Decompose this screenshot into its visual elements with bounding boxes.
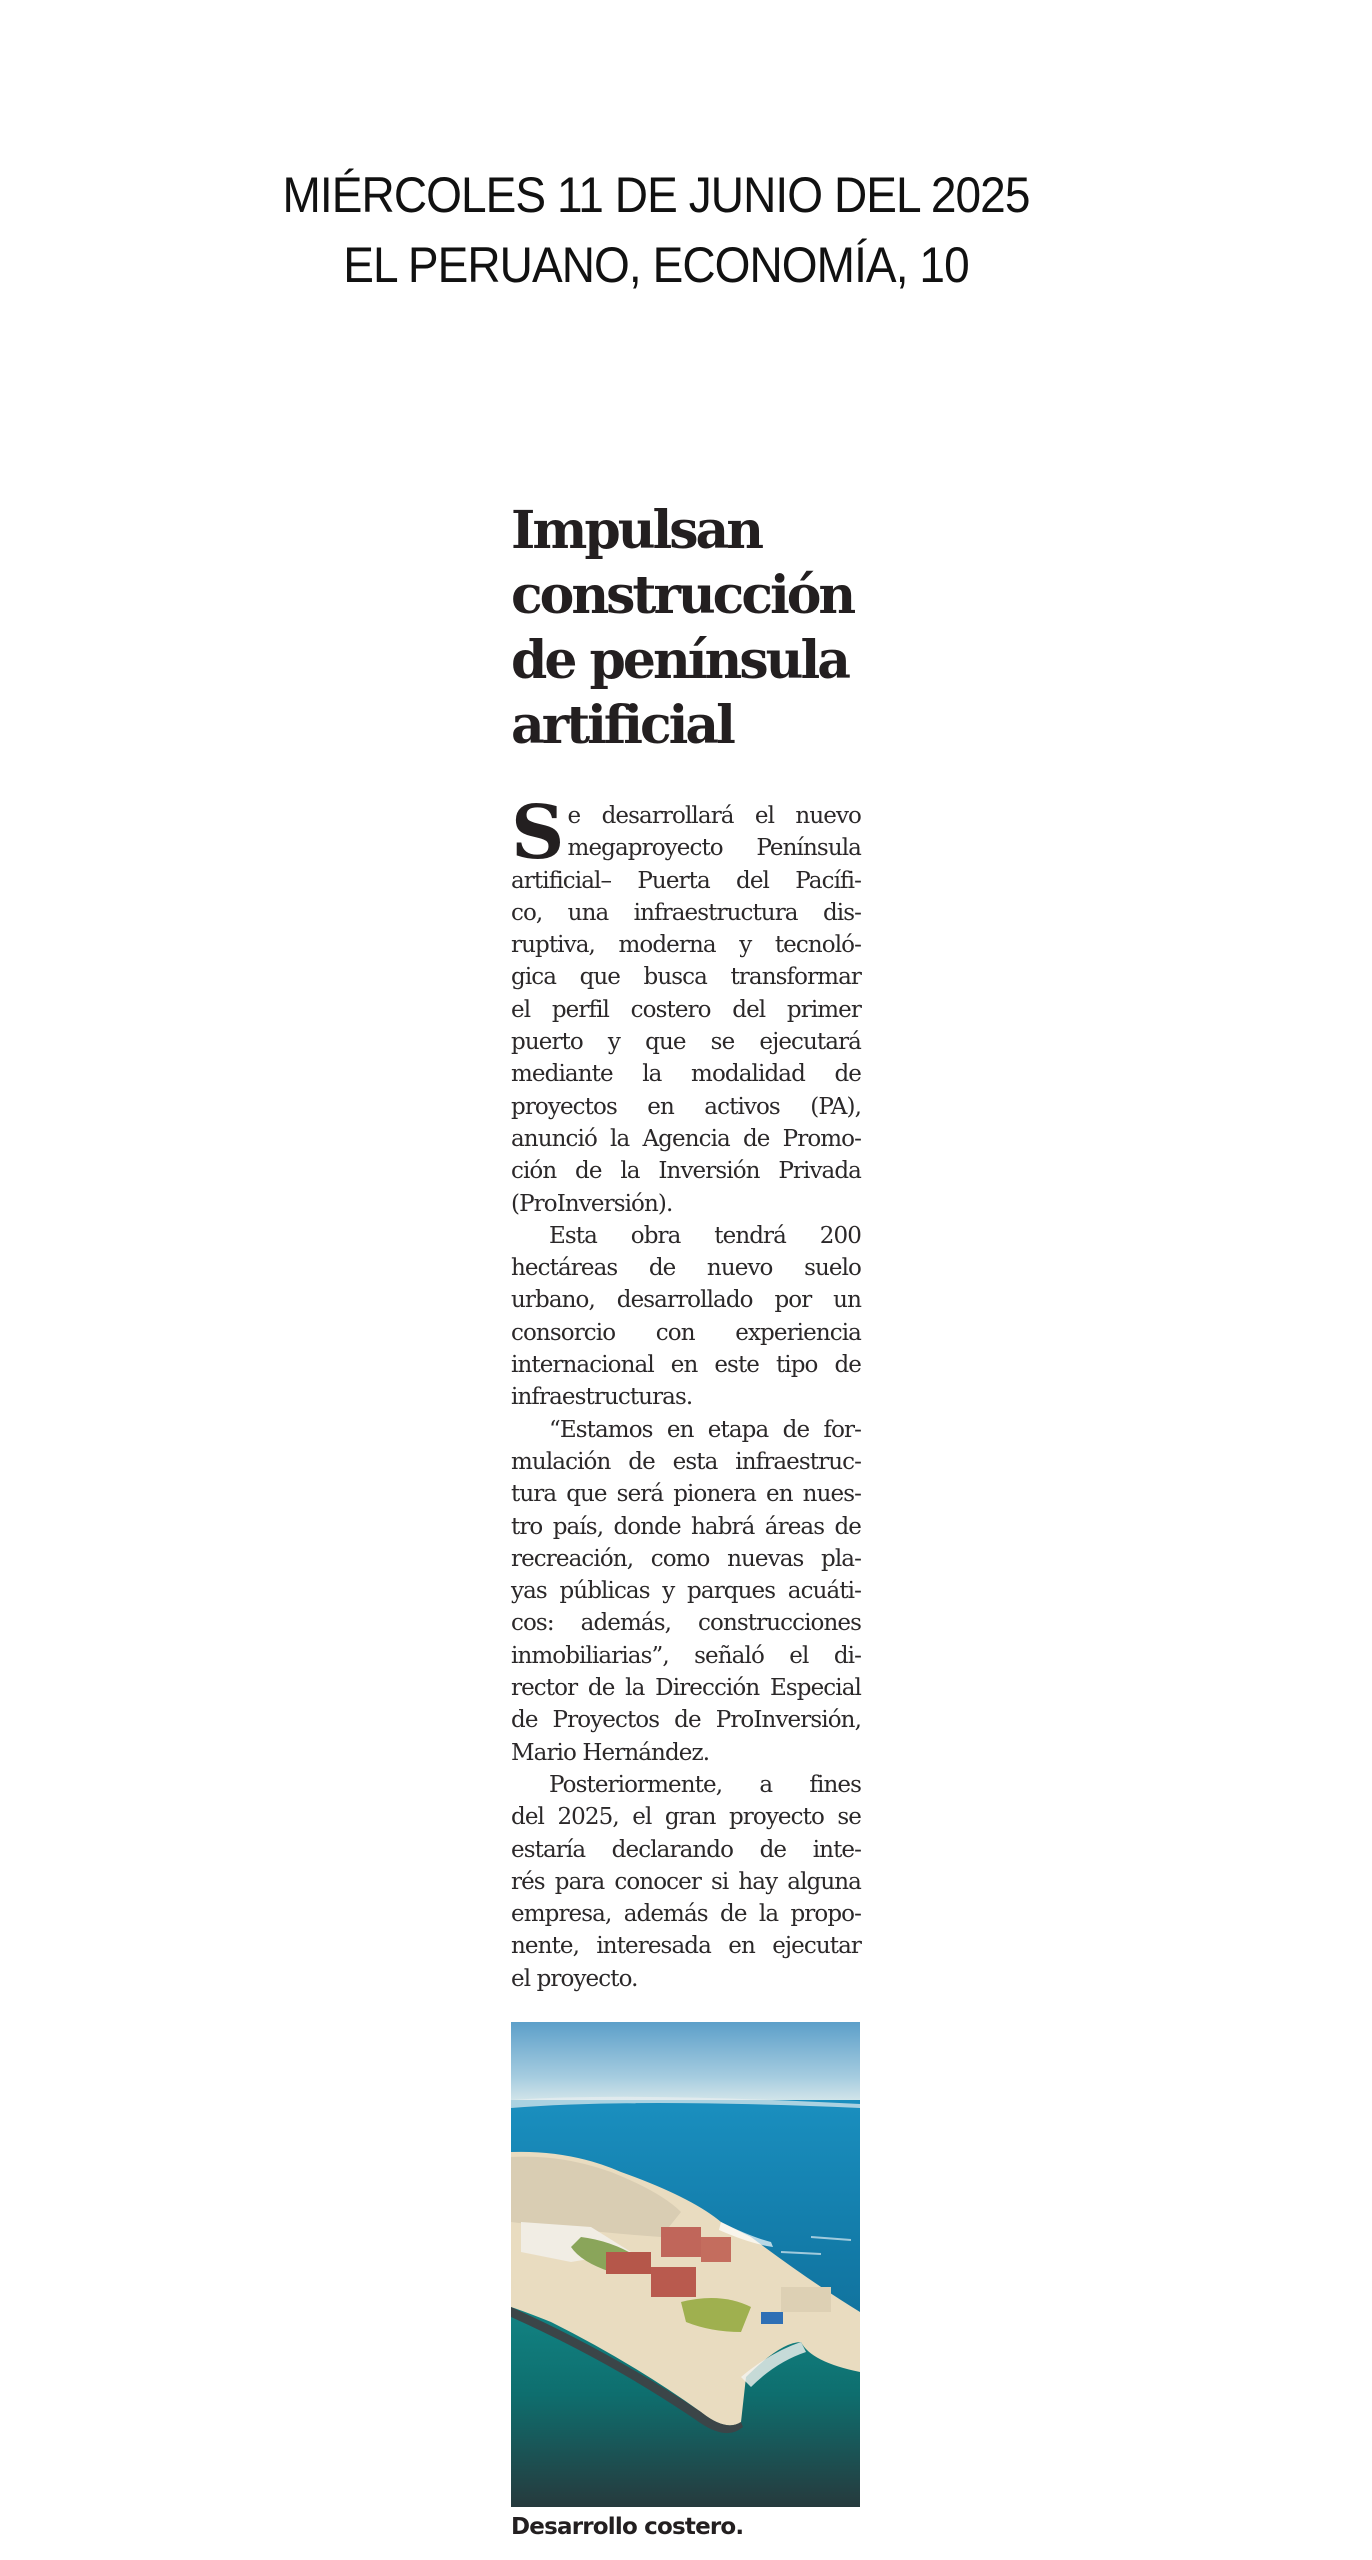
body-line: tro país, donde habrá áreas de <box>511 1513 861 1540</box>
body-line: anunció la Agencia de Promo- <box>511 1125 861 1152</box>
body-line: ruptiva, moderna y tecnoló- <box>511 932 861 959</box>
body-line: empresa, además de la propo- <box>511 1901 861 1928</box>
headline-line: construcción <box>511 565 854 626</box>
body-line: cos: además, construcciones <box>511 1610 861 1637</box>
body-line: de Proyectos de ProInversión, <box>511 1707 861 1734</box>
body-line: urbano, desarrollado por un <box>511 1287 861 1314</box>
headline-line: de península <box>511 630 848 691</box>
body-line: artificial– Puerta del Pacífi- <box>511 867 861 894</box>
body-line: hectáreas de nuevo suelo <box>511 1255 861 1282</box>
body-line: nente, interesada en ejecutar <box>511 1933 861 1960</box>
body-line: estaría declarando de inte- <box>511 1836 861 1863</box>
body-line: megaproyecto Península <box>567 835 861 862</box>
photo-caption: Desarrollo costero. <box>511 2514 744 2540</box>
body-line: mediante la modalidad de <box>511 1061 861 1088</box>
body-line: Esta obra tendrá 200 <box>549 1222 861 1249</box>
body-line: e desarrollará el nuevo <box>567 803 861 829</box>
article-photo <box>511 2022 860 2507</box>
date-line: MIÉRCOLES 11 DE JUNIO DEL 2025 <box>282 167 1030 223</box>
headline-line: artificial <box>511 695 733 756</box>
body-line: proyectos en activos (PA), <box>511 1093 861 1120</box>
body-line: infraestructuras. <box>511 1384 693 1411</box>
body-line: internacional en este tipo de <box>511 1352 861 1379</box>
body-line: Mario Hernández. <box>511 1739 710 1766</box>
drop-cap: S <box>511 790 564 876</box>
body-line: gica que busca transformar <box>511 964 861 991</box>
body-line: del 2025, el gran proyecto se <box>511 1804 861 1831</box>
body-line: tura que será pionera en nues- <box>511 1481 861 1508</box>
article-headline <box>511 498 891 758</box>
body-line: mulación de esta infraestruc- <box>511 1448 861 1475</box>
body-line: el proyecto. <box>511 1965 638 1992</box>
body-line: consorcio con experiencia <box>511 1319 861 1346</box>
page-header <box>52 160 1259 300</box>
body-line: co, una infraestructura dis- <box>511 899 861 926</box>
body-line: el perfil costero del primer <box>511 996 861 1023</box>
body-line: rector de la Dirección Especial <box>511 1675 861 1702</box>
coastal-aerial-image <box>511 2022 860 2507</box>
body-line: inmobiliarias”, señaló el di- <box>511 1642 861 1669</box>
body-line: recreación, como nuevas pla- <box>511 1545 861 1572</box>
article-body <box>511 790 861 1995</box>
body-line: ción de la Inversión Privada <box>511 1158 861 1185</box>
body-line: (ProInversión). <box>511 1190 673 1217</box>
source-line: EL PERUANO, ECONOMÍA, 10 <box>343 237 969 293</box>
body-line: “Estamos en etapa de for- <box>549 1416 861 1443</box>
body-line: yas públicas y parques acuáti- <box>511 1578 861 1605</box>
body-line: Posteriormente, a fines <box>549 1771 861 1798</box>
body-line: puerto y que se ejecutará <box>511 1029 861 1056</box>
headline-line: Impulsan <box>511 500 762 561</box>
body-line: rés para conocer si hay alguna <box>511 1868 861 1895</box>
